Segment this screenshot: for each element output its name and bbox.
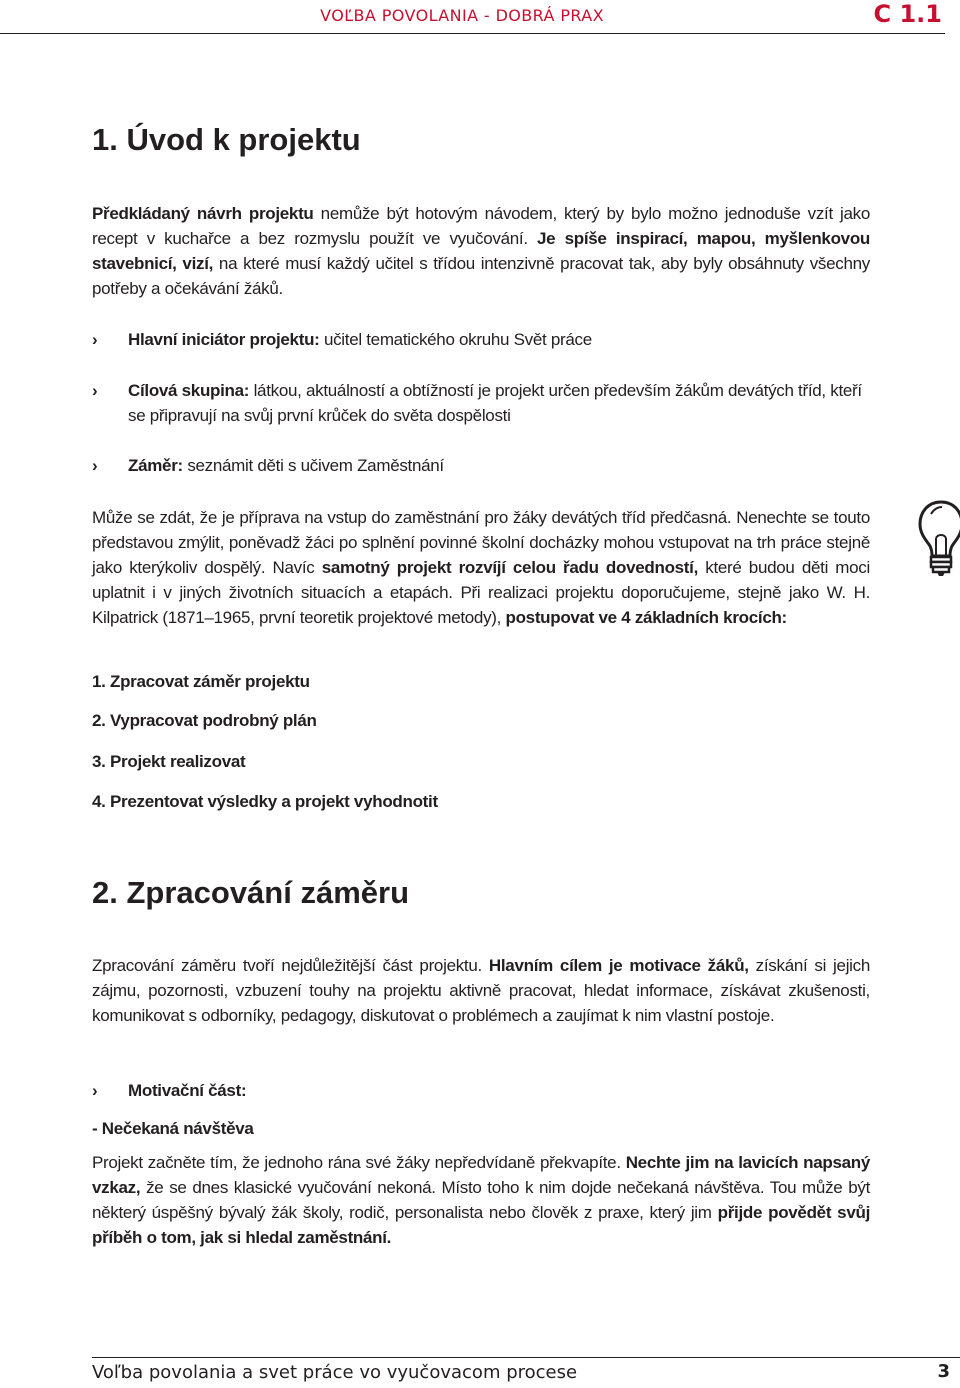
chevron-right-icon: › [92, 1081, 98, 1100]
section-heading-intro: 1. Úvod k projektu [92, 122, 361, 157]
para-text-1: Projekt začněte tím, že jednoho rána své žáky nepředvídaně překvapíte. [92, 1153, 626, 1172]
bullet-initiator [92, 327, 870, 352]
bullet-label: Hlavní iniciátor projektu: [128, 330, 320, 349]
para-bold-1: samotný projekt rozvíjí celou řadu dovedností, [321, 558, 699, 577]
bullet-text: učitel tematického okruhu Svět práce [319, 330, 592, 349]
bullet-intent [92, 453, 870, 478]
intent-paragraph [92, 953, 870, 1028]
header-title: VOĽBA POVOLANIA - DOBRÁ PRAX [320, 6, 604, 25]
footer-divider [92, 1357, 960, 1358]
bullet-label: Motivační část: [128, 1081, 247, 1100]
chevron-right-icon: › [92, 456, 98, 475]
page-header [0, 0, 960, 36]
header-divider [0, 33, 945, 34]
intro-text-2: na které musí každý učitel s třídou intenzivně pracovat tak, aby byly obsáhnuty všechny potřeby a očekávání žáků. [92, 254, 870, 298]
step-4: 4. Prezentovat výsledky a projekt vyhodnotit [92, 792, 438, 811]
bullet-text: látkou, aktuálností a obtížností je projekt určen především žákům devátých tříd, kteří se připravují na svůj první krůček do světa dospělosti [128, 381, 862, 425]
chevron-right-icon: › [92, 330, 98, 349]
bullet-motivation [92, 1078, 870, 1103]
para-text-2: že se dnes klasické vyučování nekoná. Místo toho k nim dojde nečekaná návštěva. Tou může být některý úspěšný bývalý žák školy, rodič, personalista nebo člověk z praxe, který jim [92, 1178, 870, 1222]
step-3: 3. Projekt realizovat [92, 752, 246, 771]
lightbulb-icon [918, 500, 960, 578]
step-1: 1. Zpracovat záměr projektu [92, 672, 310, 691]
chevron-right-icon: › [92, 381, 98, 400]
bullet-target-group [92, 378, 870, 428]
para-bold-2: postupovat ve 4 základních krocích: [505, 608, 787, 627]
page-number: 3 [937, 1361, 950, 1382]
footer-title: Voľba povolania a svet práce vo vyučovacom procese [92, 1362, 578, 1383]
visit-paragraph [92, 1150, 870, 1250]
para-bold-1: Nechte jim na lavicích napsaný vzkaz, [92, 1153, 871, 1197]
para-text-1: Zpracování záměru tvoří nejdůležitější část projektu. [92, 956, 489, 975]
intro-paragraph [92, 201, 870, 301]
para-text-2: které budou děti moci uplatnit i v jiných životních situacích a etapách. Při realizaci projektu doporučujeme, stejně jako W. H. Kilpatrick (1871–1965, první teoretik projektové metody), [92, 558, 870, 627]
subheading-unexpected-visit: - Nečekaná návštěva [92, 1119, 254, 1138]
bullet-label: Cílová skupina: [128, 381, 250, 400]
para-text-1: Může se zdát, že je příprava na vstup do zaměstnání pro žáky devátých tříd předčasná. Nenechte se touto představou zmýlit, poněvadž žáci po splnění povinné školní docházky mohou vstupovat na trh práce stejně jako kterýkoliv dospělý. Navíc [92, 508, 870, 577]
preparation-paragraph [92, 505, 870, 630]
intro-bold-2: Je spíše inspirací, mapou, myšlenkovou stavebnicí, vizí, [92, 229, 870, 273]
para-bold-1: Hlavním cílem je motivace žáků, [488, 956, 749, 975]
section-code: C 1.1 [873, 0, 942, 28]
para-bold-2: přijde povědět svůj příběh o tom, jak si hledal zaměstnání. [92, 1203, 870, 1247]
section-heading-intent: 2. Zpracování záměru [92, 875, 410, 910]
intro-text-1: nemůže být hotovým návodem, který by bylo možno jednoduše vzít jako recept v kuchařce a bez rozmyslu použít ve vyučování. [92, 204, 871, 248]
intro-bold-1: Předkládaný návrh projektu [92, 204, 314, 223]
bullet-text: seznámit děti s učivem Zaměstnání [182, 456, 444, 475]
bullet-label: Záměr: [128, 456, 183, 475]
para-text-2: získání si jejich zájmu, pozornosti, vzbuzení touhy na projektu aktivně pracovat, hledat informace, získávat zkušenosti, komunikovat s odborníky, pedagogy, diskutovat o problémech a zaujímat k nim vlastní postoje. [92, 956, 870, 1025]
step-2: 2. Vypracovat podrobný plán [92, 711, 317, 730]
